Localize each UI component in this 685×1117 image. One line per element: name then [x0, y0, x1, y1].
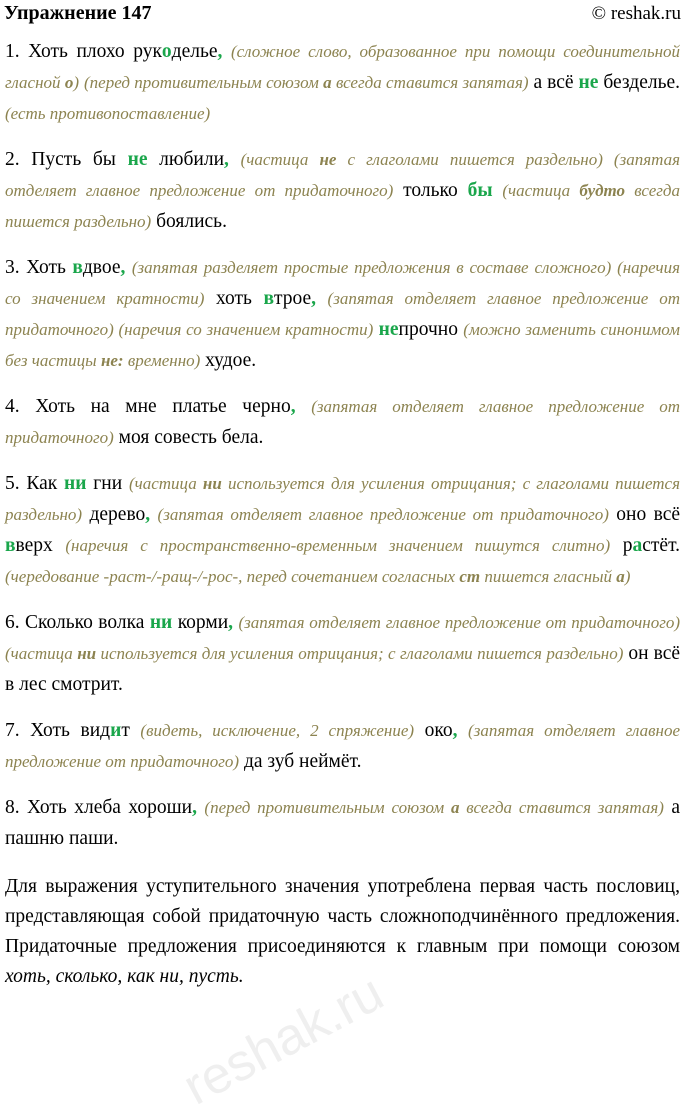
comment: с глаголами пишется раздельно) (запятая отделяет главное предложение от придаточного)	[5, 150, 681, 200]
sentence-text: 7. Хоть вид	[5, 720, 111, 741]
sentence-text: стёт.	[642, 535, 681, 556]
comment: пишется гласный	[480, 567, 617, 586]
comment-emphasis: ни	[202, 474, 222, 493]
sentence-text: моя совесть бела.	[113, 427, 264, 448]
conclusion-text: Для выражения уступительного значения употреблена первая часть пословиц, представляющая собой придаточную часть сложноподчинённого предложения. Придаточные предложения присоединяются к главным при помощи союзом	[5, 876, 680, 957]
comment: (частица	[240, 150, 320, 169]
sentence-text: да зуб неймёт.	[239, 751, 362, 772]
comment-emphasis: не	[319, 150, 337, 169]
watermark: reshak.ru	[174, 963, 393, 1117]
comment: (наречия с пространственно-временным значением пишутся слитно)	[65, 536, 611, 555]
comment: (чередование -раст-/-ращ-/-рос-, перед сочетанием согласных	[5, 567, 460, 586]
highlighted-spelling: в	[72, 257, 83, 278]
comment: (есть противопоставление)	[5, 104, 211, 123]
comment: (запятая отделяет главное предложение от придаточного)	[5, 397, 680, 447]
sentence-text: только	[393, 180, 468, 201]
sentence-item	[5, 715, 680, 777]
comment-emphasis: ст	[459, 567, 481, 586]
sentence-text	[493, 180, 503, 201]
sentence-text: он всё в лес смотрит.	[5, 643, 680, 695]
comment: (можно заменить синонимом без частицы	[5, 320, 681, 370]
highlighted-spelling: ,	[120, 257, 126, 278]
comment: (запятая разделяет простые предложения в составе сложного) (наречия со значением кратности)	[5, 258, 680, 308]
exercise-content	[0, 36, 685, 992]
page-header	[0, 0, 685, 30]
highlighted-spelling: не	[127, 149, 148, 170]
sentence-text: 3. Хоть	[5, 257, 73, 278]
sentence-text: 6. Сколько волка	[5, 612, 150, 633]
comment-emphasis: а	[323, 73, 332, 92]
highlighted-spelling: ,	[311, 288, 316, 309]
sentence-text: безделье.	[598, 72, 680, 93]
sentence-text	[316, 288, 328, 309]
sentence-item	[5, 36, 680, 129]
sentence-text: худое.	[200, 350, 257, 371]
highlighted-spelling: не	[578, 72, 599, 93]
sentence-item	[5, 607, 680, 700]
comment: (частица	[502, 181, 580, 200]
sentence-item	[5, 144, 680, 237]
comment: временно)	[123, 351, 201, 370]
highlighted-spelling: ,	[224, 149, 229, 170]
comment-emphasis: а	[616, 567, 625, 586]
sentence-text: р	[610, 535, 633, 556]
highlighted-spelling: ни	[149, 612, 173, 633]
sentence-text: корми	[172, 612, 229, 633]
sentence-text: хоть	[204, 288, 264, 309]
highlighted-spelling: ни	[64, 473, 87, 494]
sentence-text: дерево	[82, 504, 146, 525]
highlighted-spelling: в	[263, 288, 274, 309]
highlighted-spelling: ,	[228, 612, 234, 633]
highlighted-spelling: а	[632, 535, 643, 556]
comment: всегда пишется раздельно)	[5, 181, 680, 231]
comment: )	[73, 73, 80, 92]
sentence-text: 2. Пусть бы	[5, 149, 128, 170]
comment-emphasis: о	[64, 73, 74, 92]
comment: всегда ставится запятая)	[459, 798, 664, 817]
highlighted-spelling: о	[161, 41, 172, 62]
highlighted-spelling: ,	[452, 720, 458, 741]
sentence-text	[150, 504, 157, 525]
sentence-text: а пашню паши.	[5, 797, 680, 849]
conclusion-conjunctions: хоть, сколько, как ни, пусть.	[5, 966, 244, 987]
sentence-text: 1. Хоть плохо рук	[5, 41, 162, 62]
sentence-item	[5, 252, 680, 376]
sentence-text: любили	[147, 149, 225, 170]
comment: (частица	[128, 474, 203, 493]
sentence-text: делье	[171, 41, 218, 62]
sentence-text	[222, 41, 231, 62]
comment: используется для усиления отрицания; с глаголами пишется раздельно)	[96, 644, 624, 663]
sentence-text: двое	[82, 257, 121, 278]
sentence-text	[296, 396, 312, 417]
sentence-text: верх	[15, 535, 66, 556]
highlighted-spelling: бы	[467, 180, 493, 201]
comment-emphasis: будто	[579, 181, 626, 200]
highlighted-spelling: ,	[192, 797, 197, 818]
comment: (перед противительным союзом	[204, 798, 451, 817]
comment: используется для усиления отрицания; с глаголами пишется раздельно)	[5, 474, 680, 524]
sentence-text: гни	[86, 473, 129, 494]
comment-emphasis: а	[451, 798, 460, 817]
exercise-title: Упражнение 147	[4, 2, 152, 24]
sentence-text: око	[414, 720, 453, 741]
sentence-text: 4. Хоть на мне платье черно	[5, 396, 291, 417]
sentence-text: боялись.	[151, 211, 227, 232]
copyright: © reshak.ru	[591, 3, 681, 24]
comment: (запятая отделяет главное предложение от придаточного)	[157, 505, 609, 524]
sentence-text: 8. Хоть хлеба хороши	[5, 797, 193, 818]
sentence-text	[457, 720, 468, 741]
comment: (перед противительным союзом	[83, 73, 324, 92]
sentence-item	[5, 468, 680, 592]
comment: (запятая отделяет главное предложение от придаточного)	[5, 721, 681, 771]
comment: всегда ставится запятая)	[331, 73, 529, 92]
sentence-text	[229, 149, 241, 170]
highlighted-spelling: ,	[290, 396, 296, 417]
sentence-text: трое	[273, 288, 312, 309]
sentence-text: 5. Как	[5, 473, 65, 494]
sentence-text: прочно	[398, 319, 464, 340]
highlighted-spelling: ,	[145, 504, 151, 525]
highlighted-spelling: не	[378, 319, 399, 340]
conclusion	[5, 872, 680, 992]
highlighted-spelling: и	[110, 720, 122, 741]
comment-emphasis: ни	[77, 644, 97, 663]
comment: (запятая отделяет главное предложение от придаточного) (наречия со значением кратности)	[5, 289, 681, 339]
comment-emphasis: не:	[100, 351, 124, 370]
sentence-text: т	[121, 720, 141, 741]
sentence-text: оно всё	[608, 504, 681, 525]
comment: (сложное слово, образованное при помощи соединительной гласной	[5, 42, 680, 92]
comment: )	[624, 567, 631, 586]
highlighted-spelling: ,	[217, 41, 223, 62]
comment: (запятая отделяет главное предложение от придаточного) (частица	[5, 613, 681, 663]
sentence-text: а всё	[528, 72, 579, 93]
sentence-item	[5, 792, 680, 854]
highlighted-spelling: в	[5, 535, 16, 556]
comment: (видеть, исключение, 2 спряжение)	[140, 721, 415, 740]
sentence-item	[5, 391, 680, 453]
